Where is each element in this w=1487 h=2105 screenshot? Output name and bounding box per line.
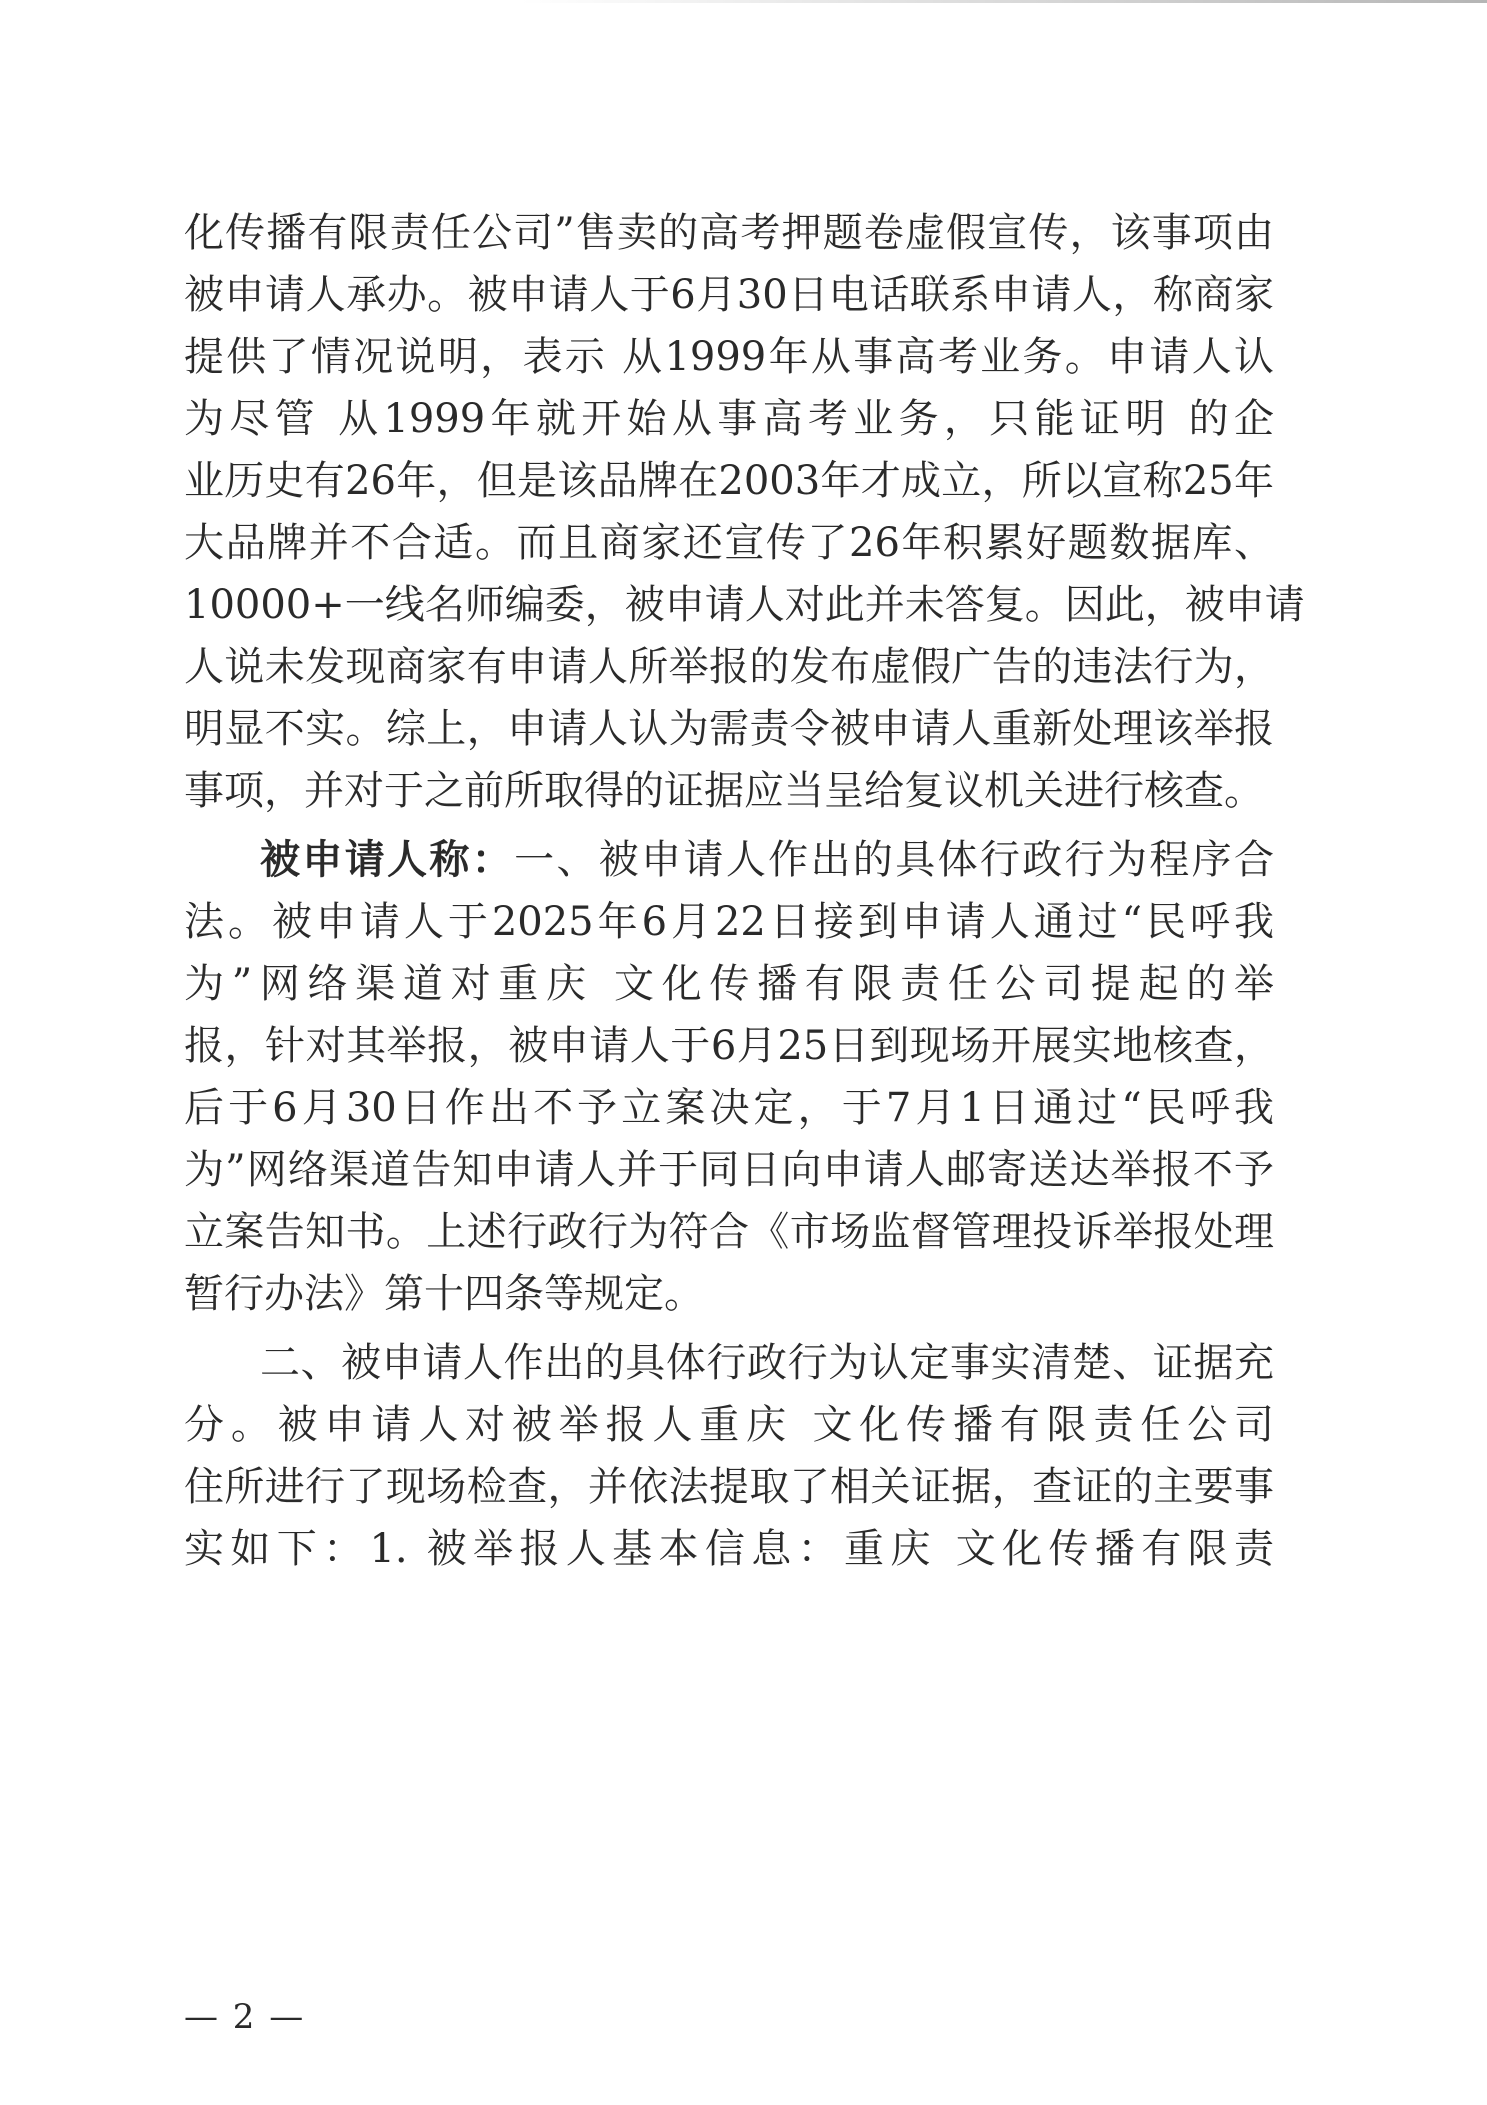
text-line: 业历史有26年，但是该品牌在2003年才成立，所以宣称25年 (184, 458, 1274, 504)
text-line: 为”网络渠道对重庆 文化传播有限责任公司提起的举 (184, 961, 1274, 1007)
text-line: 人说未发现商家有申请人所举报的发布虚假广告的违法行为， (184, 644, 1274, 690)
text-line: 提供了情况说明，表示 从1999年从事高考业务。申请人认 (184, 334, 1274, 380)
text-line: 后于6月30日作出不予立案决定，于7月1日通过“民呼我 (184, 1085, 1274, 1131)
text-line: 明显不实。综上，申请人认为需责令被申请人重新处理该举报 (184, 706, 1274, 752)
respondent-statement-first-line (260, 837, 1275, 883)
text-line: 为尽管 从1999年就开始从事高考业务，只能证明 的企 (184, 396, 1274, 442)
text-line: 为”网络渠道告知申请人并于同日向申请人邮寄送达举报不予 (184, 1147, 1274, 1193)
scan-edge-line (520, 0, 1487, 3)
text-line: 暂行办法》第十四条等规定。 (184, 1271, 704, 1317)
text-line: 化传播有限责任公司”售卖的高考押题卷虚假宣传，该事项由 (184, 210, 1274, 256)
text-segment: 一、被申请人作出的具体行政行为程序合 (514, 837, 1275, 883)
text-line: 实如下：1. 被举报人基本信息：重庆 文化传播有限责 (184, 1526, 1274, 1572)
text-line: 住所进行了现场检查，并依法提取了相关证据，查证的主要事 (184, 1464, 1274, 1510)
text-line: 二、被申请人作出的具体行政行为认定事实清楚、证据充 (260, 1340, 1274, 1386)
text-line: 被申请人承办。被申请人于6月30日电话联系申请人，称商家 (184, 272, 1274, 318)
respondent-statement-heading: 被申请人称： (260, 837, 515, 883)
text-line: 分。被申请人对被举报人重庆 文化传播有限责任公司 (184, 1402, 1274, 1448)
text-line: 报，针对其举报，被申请人于6月25日到现场开展实地核查， (184, 1023, 1274, 1069)
page-number: — 2 — (184, 1997, 306, 2037)
text-line: 大品牌并不合适。而且商家还宣传了26年积累好题数据库、 (184, 520, 1274, 566)
text-line: 立案告知书。上述行政行为符合《市场监督管理投诉举报处理 (184, 1209, 1274, 1255)
text-line: 法。被申请人于2025年6月22日接到申请人通过“民呼我 (184, 899, 1274, 945)
text-line: 事项，并对于之前所取得的证据应当呈给复议机关进行核查。 (184, 768, 1264, 814)
text-line: 10000+一线名师编委，被申请人对此并未答复。因此，被申请 (184, 582, 1305, 628)
